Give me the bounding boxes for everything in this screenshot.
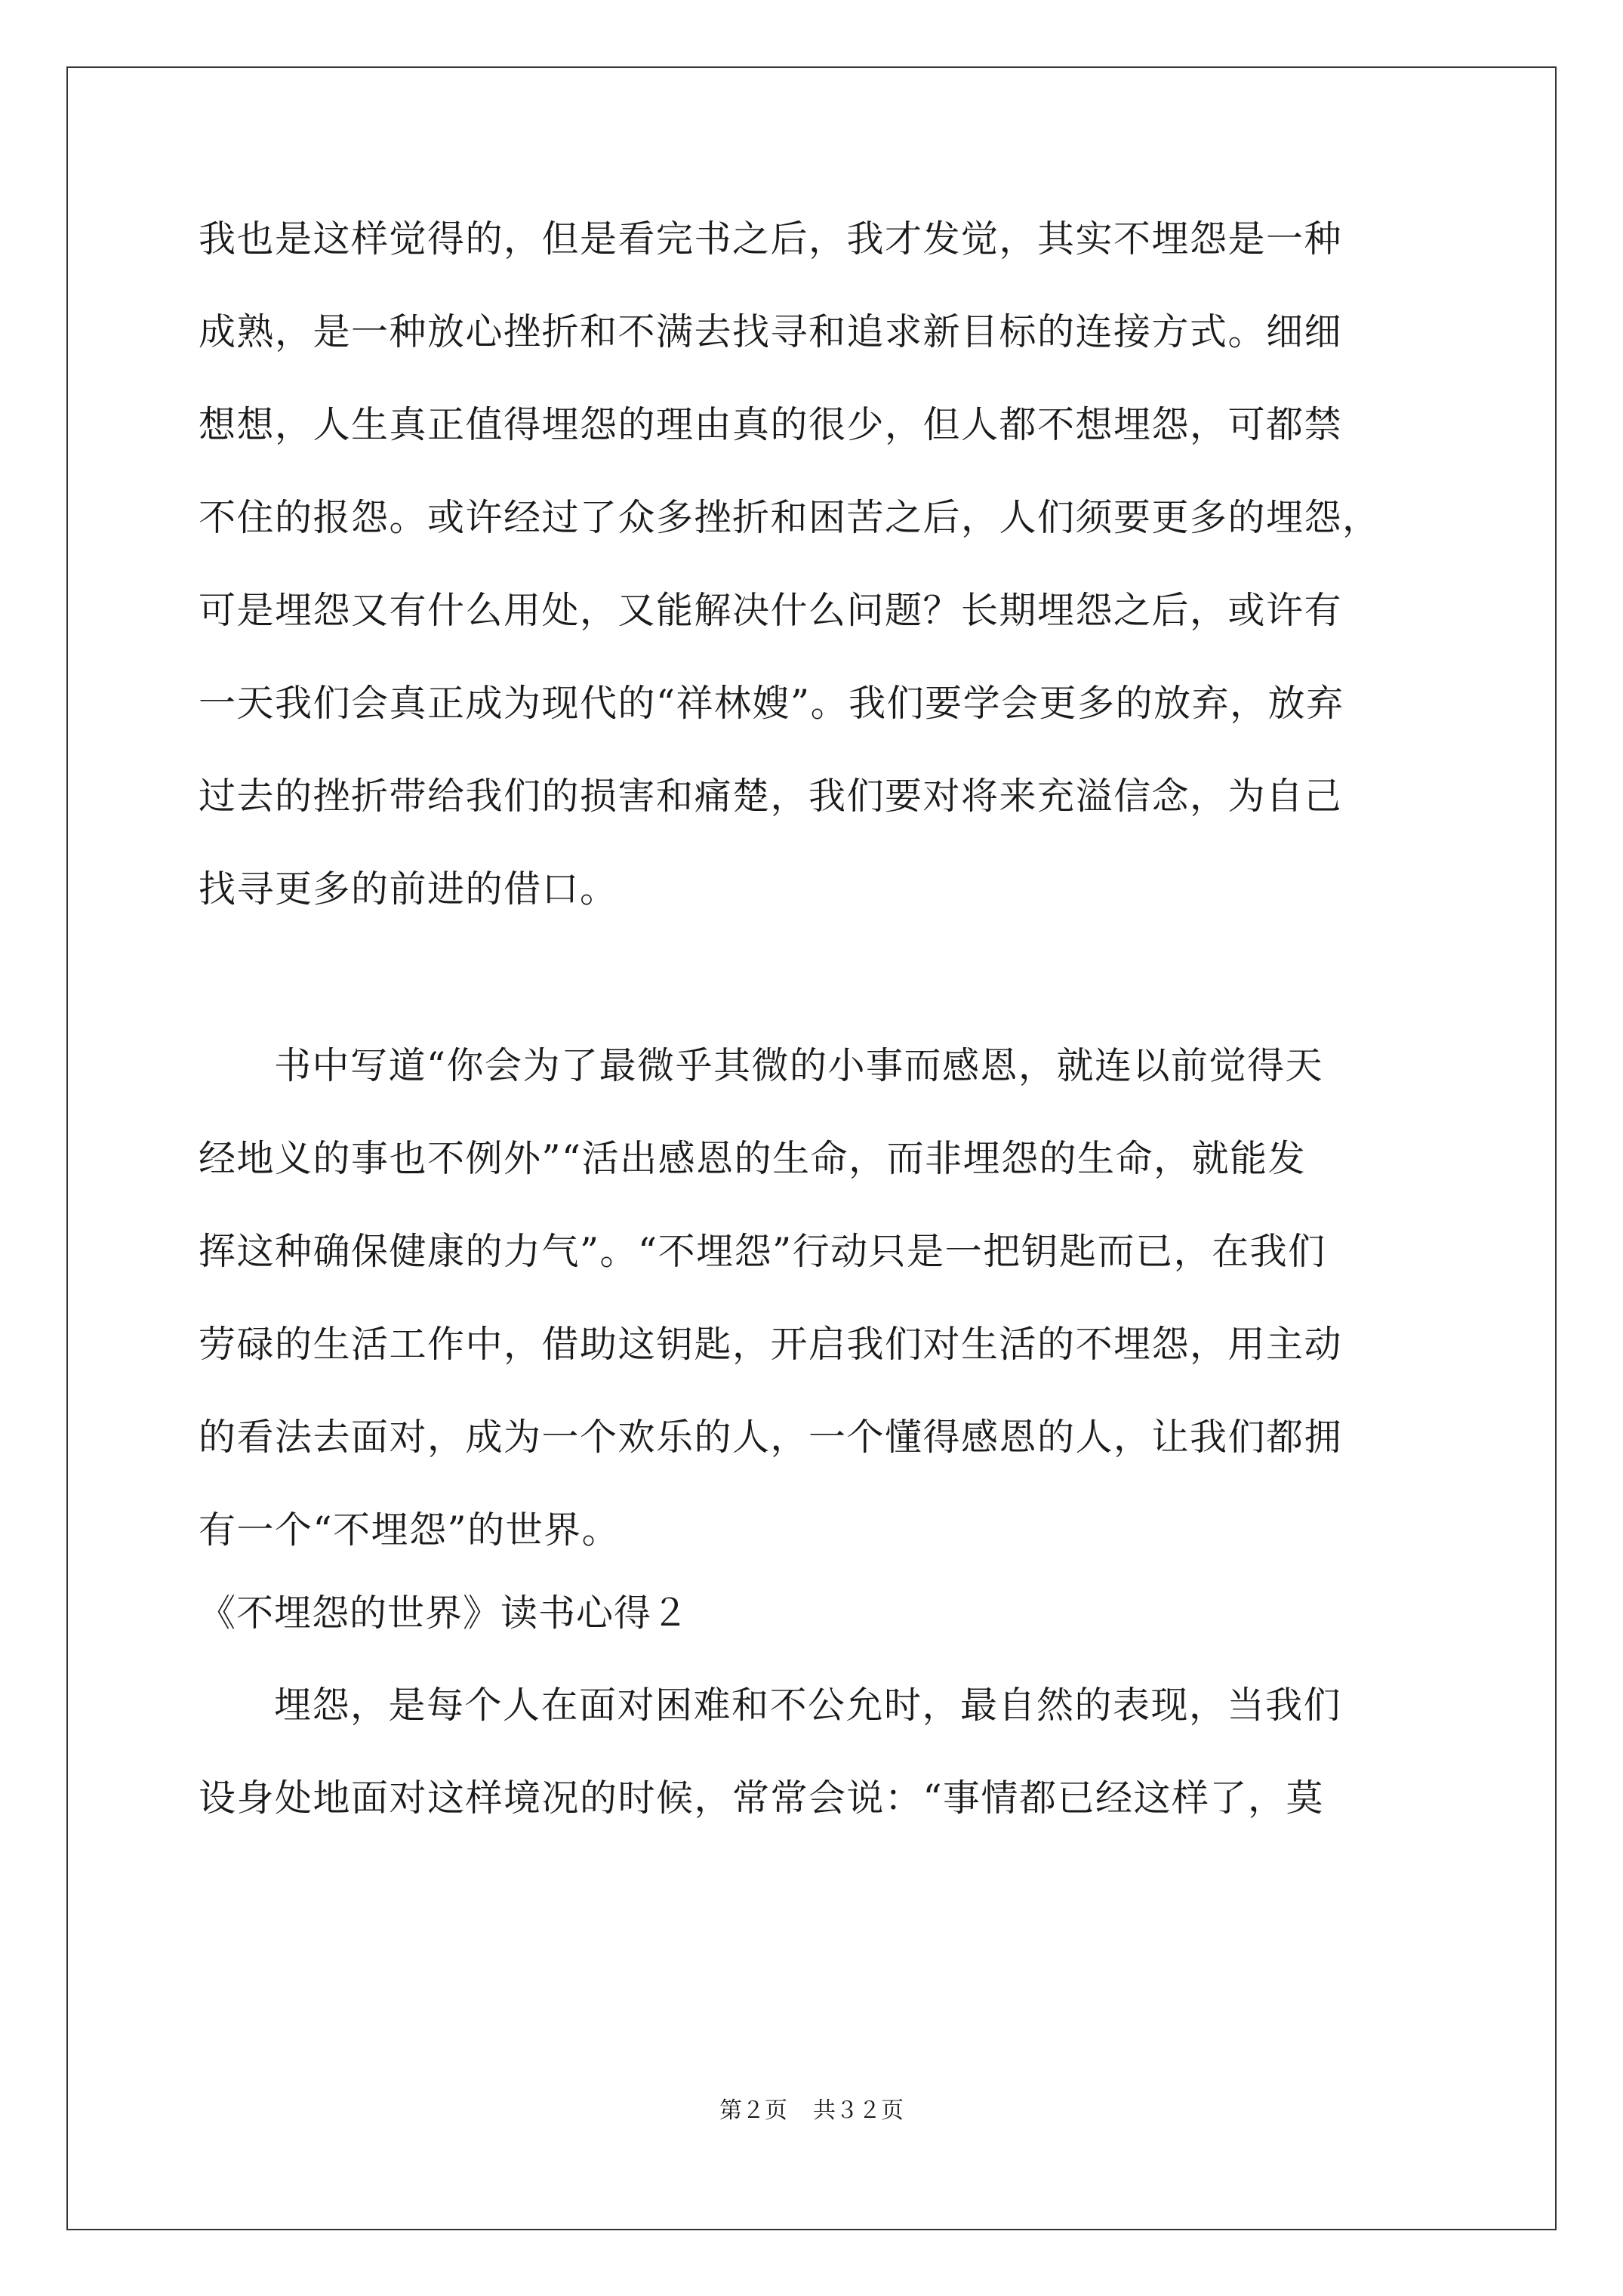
text-line: 书中写道“你会为了最微乎其微的小事而感恩，就连以前觉得天	[274, 1044, 1324, 1087]
text-line: 我也是这样觉得的，但是看完书之后，我才发觉，其实不埋怨是一种	[199, 217, 1343, 260]
text-line: 的看法去面对，成为一个欢乐的人，一个懂得感恩的人，让我们都拥	[199, 1416, 1343, 1459]
text-line: 挥这种确保健康的力气”。“不埋怨”行动只是一把钥匙而已，在我们	[199, 1230, 1326, 1273]
text-line: 过去的挫折带给我们的损害和痛楚，我们要对将来充溢信念，为自己	[199, 775, 1343, 818]
text-line: 不住的报怨。或许经过了众多挫折和困苦之后，人们须要更多的埋怨，	[199, 496, 1381, 539]
text-line: 埋怨，是每个人在面对困难和不公允时，最自然的表现，当我们	[274, 1684, 1342, 1727]
section-heading: 《不埋怨的世界》读书心得２	[199, 1592, 690, 1635]
text-line: 找寻更多的前进的借口。	[199, 868, 618, 911]
text-line: 设身处地面对这样境况的时候，常常会说：“事情都已经这样了，莫	[199, 1777, 1325, 1820]
text-line: 经地义的事也不例外”“活出感恩的生命，而非埋怨的生命，就能发	[199, 1137, 1307, 1180]
text-line: 成熟，是一种放心挫折和不满去找寻和追求新目标的连接方式。细细	[199, 310, 1343, 353]
text-line: 有一个“不埋怨”的世界。	[199, 1509, 621, 1552]
text-line: 一天我们会真正成为现代的“祥林嫂”。我们要学会更多的放弃，放弃	[199, 682, 1344, 725]
page-number: 第２页	[719, 2097, 787, 2124]
page-footer	[0, 2096, 1623, 2126]
text-line: 可是埋怨又有什么用处，又能解决什么问题？长期埋怨之后，或许有	[199, 589, 1343, 632]
text-line: 想想，人生真正值得埋怨的理由真的很少，但人都不想埋怨，可都禁	[199, 403, 1343, 446]
text-line: 劳碌的生活工作中，借助这钥匙，开启我们对生活的不埋怨，用主动	[199, 1323, 1343, 1366]
page-total: 共３２页	[813, 2097, 904, 2124]
